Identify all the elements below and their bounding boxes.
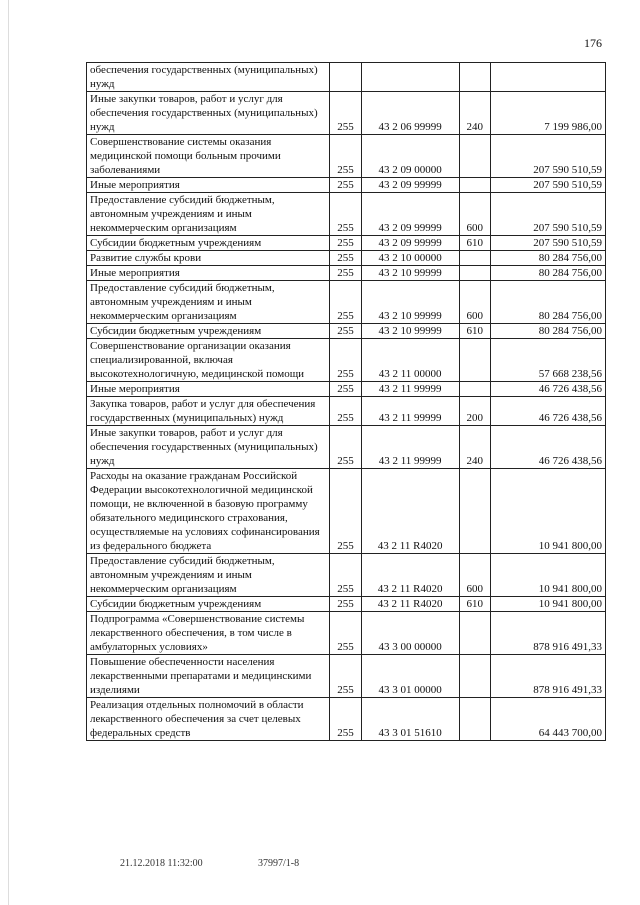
row-code: 255 xyxy=(330,698,361,741)
row-name: Субсидии бюджетным учреждениям xyxy=(87,324,330,339)
row-code: 255 xyxy=(330,469,361,554)
row-target-article: 43 2 10 99999 xyxy=(361,324,459,339)
row-expense-type xyxy=(459,135,490,178)
row-code: 255 xyxy=(330,426,361,469)
row-code: 255 xyxy=(330,324,361,339)
row-expense-type xyxy=(459,612,490,655)
table-row xyxy=(87,612,606,655)
table-row xyxy=(87,426,606,469)
row-target-article xyxy=(361,63,459,92)
row-expense-type: 600 xyxy=(459,281,490,324)
table-row xyxy=(87,266,606,281)
row-expense-type: 610 xyxy=(459,236,490,251)
row-amount: 207 590 510,59 xyxy=(490,178,605,193)
row-name: обеспечения государственных (муниципальных) нужд xyxy=(87,63,330,92)
row-target-article: 43 2 09 00000 xyxy=(361,135,459,178)
row-name: Подпрограмма «Совершенствование системы лекарственного обеспечения, в том числе в амбулаторных условиях» xyxy=(87,612,330,655)
row-expense-type xyxy=(459,266,490,281)
row-expense-type: 200 xyxy=(459,397,490,426)
row-expense-type: 240 xyxy=(459,426,490,469)
row-code: 255 xyxy=(330,281,361,324)
table-row xyxy=(87,193,606,236)
row-name: Субсидии бюджетным учреждениям xyxy=(87,597,330,612)
row-amount: 10 941 800,00 xyxy=(490,597,605,612)
row-target-article: 43 2 10 00000 xyxy=(361,251,459,266)
row-target-article: 43 2 11 99999 xyxy=(361,382,459,397)
row-target-article: 43 2 09 99999 xyxy=(361,236,459,251)
table-row xyxy=(87,63,606,92)
row-amount: 207 590 510,59 xyxy=(490,236,605,251)
row-expense-type xyxy=(459,469,490,554)
row-name: Реализация отдельных полномочий в области лекарственного обеспечения за счет целевых федеральных средств xyxy=(87,698,330,741)
row-amount: 46 726 438,56 xyxy=(490,382,605,397)
row-target-article: 43 3 01 00000 xyxy=(361,655,459,698)
row-name: Совершенствование организации оказания специализированной, включая высокотехнологичную, медицинской помощи xyxy=(87,339,330,382)
scan-edge-line xyxy=(8,0,9,905)
row-expense-type xyxy=(459,63,490,92)
row-target-article: 43 2 09 99999 xyxy=(361,193,459,236)
table-row xyxy=(87,382,606,397)
table-row xyxy=(87,135,606,178)
row-amount: 7 199 986,00 xyxy=(490,92,605,135)
row-expense-type xyxy=(459,382,490,397)
row-target-article: 43 2 11 R4020 xyxy=(361,469,459,554)
row-amount xyxy=(490,63,605,92)
row-name: Иные закупки товаров, работ и услуг для обеспечения государственных (муниципальных) нужд xyxy=(87,92,330,135)
row-name: Предоставление субсидий бюджетным, автономным учреждениям и иным некоммерческим организациям xyxy=(87,554,330,597)
row-name: Расходы на оказание гражданам Российской Федерации высокотехнологичной медицинской помощи, не включенной в базовую программу обязательного медицинского страхования, осуществляемые на условиях софинансирования из федерального бюджета xyxy=(87,469,330,554)
row-target-article: 43 2 11 R4020 xyxy=(361,597,459,612)
table-row xyxy=(87,92,606,135)
row-amount: 10 941 800,00 xyxy=(490,554,605,597)
table-row xyxy=(87,655,606,698)
row-code: 255 xyxy=(330,655,361,698)
row-amount: 80 284 756,00 xyxy=(490,266,605,281)
row-target-article: 43 2 11 99999 xyxy=(361,397,459,426)
row-target-article: 43 2 11 R4020 xyxy=(361,554,459,597)
row-name: Предоставление субсидий бюджетным, автономным учреждениям и иным некоммерческим организациям xyxy=(87,281,330,324)
row-code: 255 xyxy=(330,397,361,426)
row-target-article: 43 2 06 99999 xyxy=(361,92,459,135)
row-code: 255 xyxy=(330,193,361,236)
row-name: Закупка товаров, работ и услуг для обеспечения государственных (муниципальных) нужд xyxy=(87,397,330,426)
row-name: Предоставление субсидий бюджетным, автономным учреждениям и иным некоммерческим организациям xyxy=(87,193,330,236)
row-expense-type xyxy=(459,698,490,741)
row-target-article: 43 2 11 00000 xyxy=(361,339,459,382)
table-row xyxy=(87,554,606,597)
table-row xyxy=(87,236,606,251)
table-row xyxy=(87,597,606,612)
row-expense-type xyxy=(459,178,490,193)
table-row xyxy=(87,339,606,382)
row-name: Развитие службы крови xyxy=(87,251,330,266)
table-row xyxy=(87,397,606,426)
row-code: 255 xyxy=(330,266,361,281)
footer-timestamp: 21.12.2018 11:32:00 xyxy=(120,858,203,869)
row-amount: 64 443 700,00 xyxy=(490,698,605,741)
row-code: 255 xyxy=(330,382,361,397)
table-row xyxy=(87,469,606,554)
row-code: 255 xyxy=(330,339,361,382)
row-code: 255 xyxy=(330,92,361,135)
row-amount: 207 590 510,59 xyxy=(490,135,605,178)
row-amount: 878 916 491,33 xyxy=(490,612,605,655)
row-target-article: 43 3 00 00000 xyxy=(361,612,459,655)
table-row xyxy=(87,324,606,339)
row-target-article: 43 2 10 99999 xyxy=(361,266,459,281)
row-code: 255 xyxy=(330,135,361,178)
row-code: 255 xyxy=(330,597,361,612)
row-target-article: 43 2 09 99999 xyxy=(361,178,459,193)
row-amount: 46 726 438,56 xyxy=(490,426,605,469)
footer-document-id: 37997/1-8 xyxy=(258,858,300,869)
row-expense-type: 600 xyxy=(459,193,490,236)
row-name: Иные закупки товаров, работ и услуг для обеспечения государственных (муниципальных) нужд xyxy=(87,426,330,469)
row-amount: 207 590 510,59 xyxy=(490,193,605,236)
row-expense-type xyxy=(459,251,490,266)
table-row xyxy=(87,178,606,193)
row-expense-type: 600 xyxy=(459,554,490,597)
table-row xyxy=(87,698,606,741)
row-name: Иные мероприятия xyxy=(87,382,330,397)
row-code: 255 xyxy=(330,236,361,251)
row-amount: 80 284 756,00 xyxy=(490,251,605,266)
row-name: Повышение обеспеченности населения лекарственными препаратами и медицинскими изделиями xyxy=(87,655,330,698)
row-target-article: 43 2 10 99999 xyxy=(361,281,459,324)
row-expense-type: 240 xyxy=(459,92,490,135)
row-expense-type: 610 xyxy=(459,324,490,339)
table-row xyxy=(87,281,606,324)
row-code: 255 xyxy=(330,554,361,597)
row-code: 255 xyxy=(330,251,361,266)
row-expense-type xyxy=(459,655,490,698)
row-name: Иные мероприятия xyxy=(87,266,330,281)
row-amount: 80 284 756,00 xyxy=(490,281,605,324)
row-amount: 46 726 438,56 xyxy=(490,397,605,426)
row-amount: 57 668 238,56 xyxy=(490,339,605,382)
row-name: Субсидии бюджетным учреждениям xyxy=(87,236,330,251)
row-code: 255 xyxy=(330,612,361,655)
row-amount: 10 941 800,00 xyxy=(490,469,605,554)
row-code: 255 xyxy=(330,178,361,193)
row-target-article: 43 2 11 99999 xyxy=(361,426,459,469)
row-code xyxy=(330,63,361,92)
row-expense-type xyxy=(459,339,490,382)
budget-table xyxy=(86,62,606,741)
row-target-article: 43 3 01 51610 xyxy=(361,698,459,741)
row-name: Иные мероприятия xyxy=(87,178,330,193)
budget-table-body xyxy=(87,63,606,741)
table-row xyxy=(87,251,606,266)
row-amount: 878 916 491,33 xyxy=(490,655,605,698)
row-amount: 80 284 756,00 xyxy=(490,324,605,339)
row-expense-type: 610 xyxy=(459,597,490,612)
row-name: Совершенствование системы оказания медицинской помощи больным прочими заболеваниями xyxy=(87,135,330,178)
page-number: 176 xyxy=(584,36,602,50)
